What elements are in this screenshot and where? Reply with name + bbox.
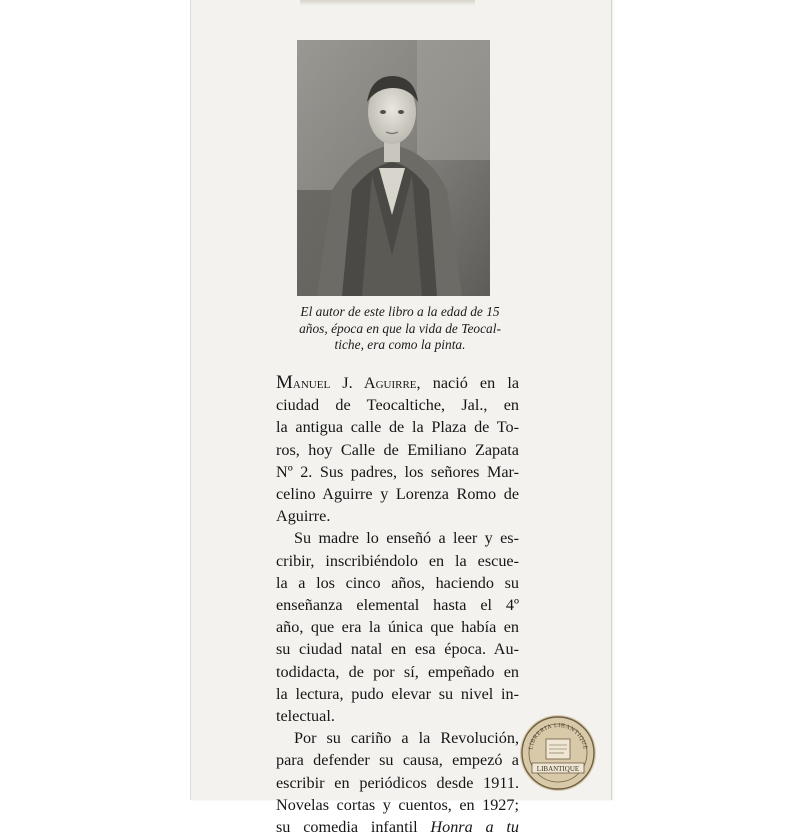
body-line: enseñanza elemental hasta el 4º — [276, 596, 519, 615]
body-line: para defender su causa, empezó a — [276, 751, 519, 770]
body-line: escribir en periódicos desde 1911. — [276, 773, 519, 792]
body-line: cribir, inscribiéndolo en la escue- — [276, 551, 519, 570]
stamp-graphic — [520, 715, 596, 791]
work-title: Honra a tu — [430, 818, 519, 837]
caption-line: El autor de este libro a la edad de 15 — [300, 304, 500, 319]
body-line: ros, hoy Calle de Emiliano Zapata — [276, 440, 519, 459]
top-edge-band — [300, 0, 475, 6]
stamp-ring-text: LIBRERIA LIBANTIQUE — [528, 722, 588, 751]
body-line: Su madre lo enseñó a leer y es- — [294, 529, 519, 548]
body-line: Por su cariño a la Revolución, — [294, 729, 519, 748]
body-line: la antigua calle de la Plaza de To- — [276, 418, 519, 437]
caption-line: tiche, era como la pinta. — [334, 337, 466, 352]
photo-caption — [276, 304, 524, 354]
bookseller-stamp-logo — [520, 715, 596, 791]
body-line: la a los cinco años, haciendo su — [276, 573, 519, 592]
body-line: año, que era la única que había en — [276, 618, 519, 637]
body-line: Aguirre. — [276, 507, 331, 526]
body-line: celino Aguirre y Lorenza Romo de — [276, 485, 519, 504]
body-line: todidacta, de por sí, empeñado en — [276, 662, 519, 681]
author-name: Manuel J. Aguirre — [276, 372, 417, 393]
stamp-banner-text: LIBANTIQUE — [536, 765, 580, 773]
body-line: su comedia infantil Honra a tu — [276, 818, 519, 837]
body-line: Manuel J. Aguirre, nació en la — [276, 372, 520, 393]
caption-line: años, época en que la vida de Teocal- — [299, 320, 501, 336]
body-line: la lectura, pudo elevar su nivel in- — [276, 684, 519, 703]
biography-text — [276, 372, 519, 838]
body-line: su ciudad natal en esa época. Au- — [276, 640, 519, 659]
body-line: telectual. — [276, 707, 335, 726]
portrait-image — [297, 40, 490, 296]
body-line: Novelas cortas y cuentos, en 1927; — [276, 795, 519, 814]
body-line: Nº 2. Sus padres, los señores Mar- — [276, 462, 519, 481]
author-portrait-photo — [297, 40, 490, 296]
body-line: ciudad de Teocaltiche, Jal., en — [276, 396, 519, 415]
